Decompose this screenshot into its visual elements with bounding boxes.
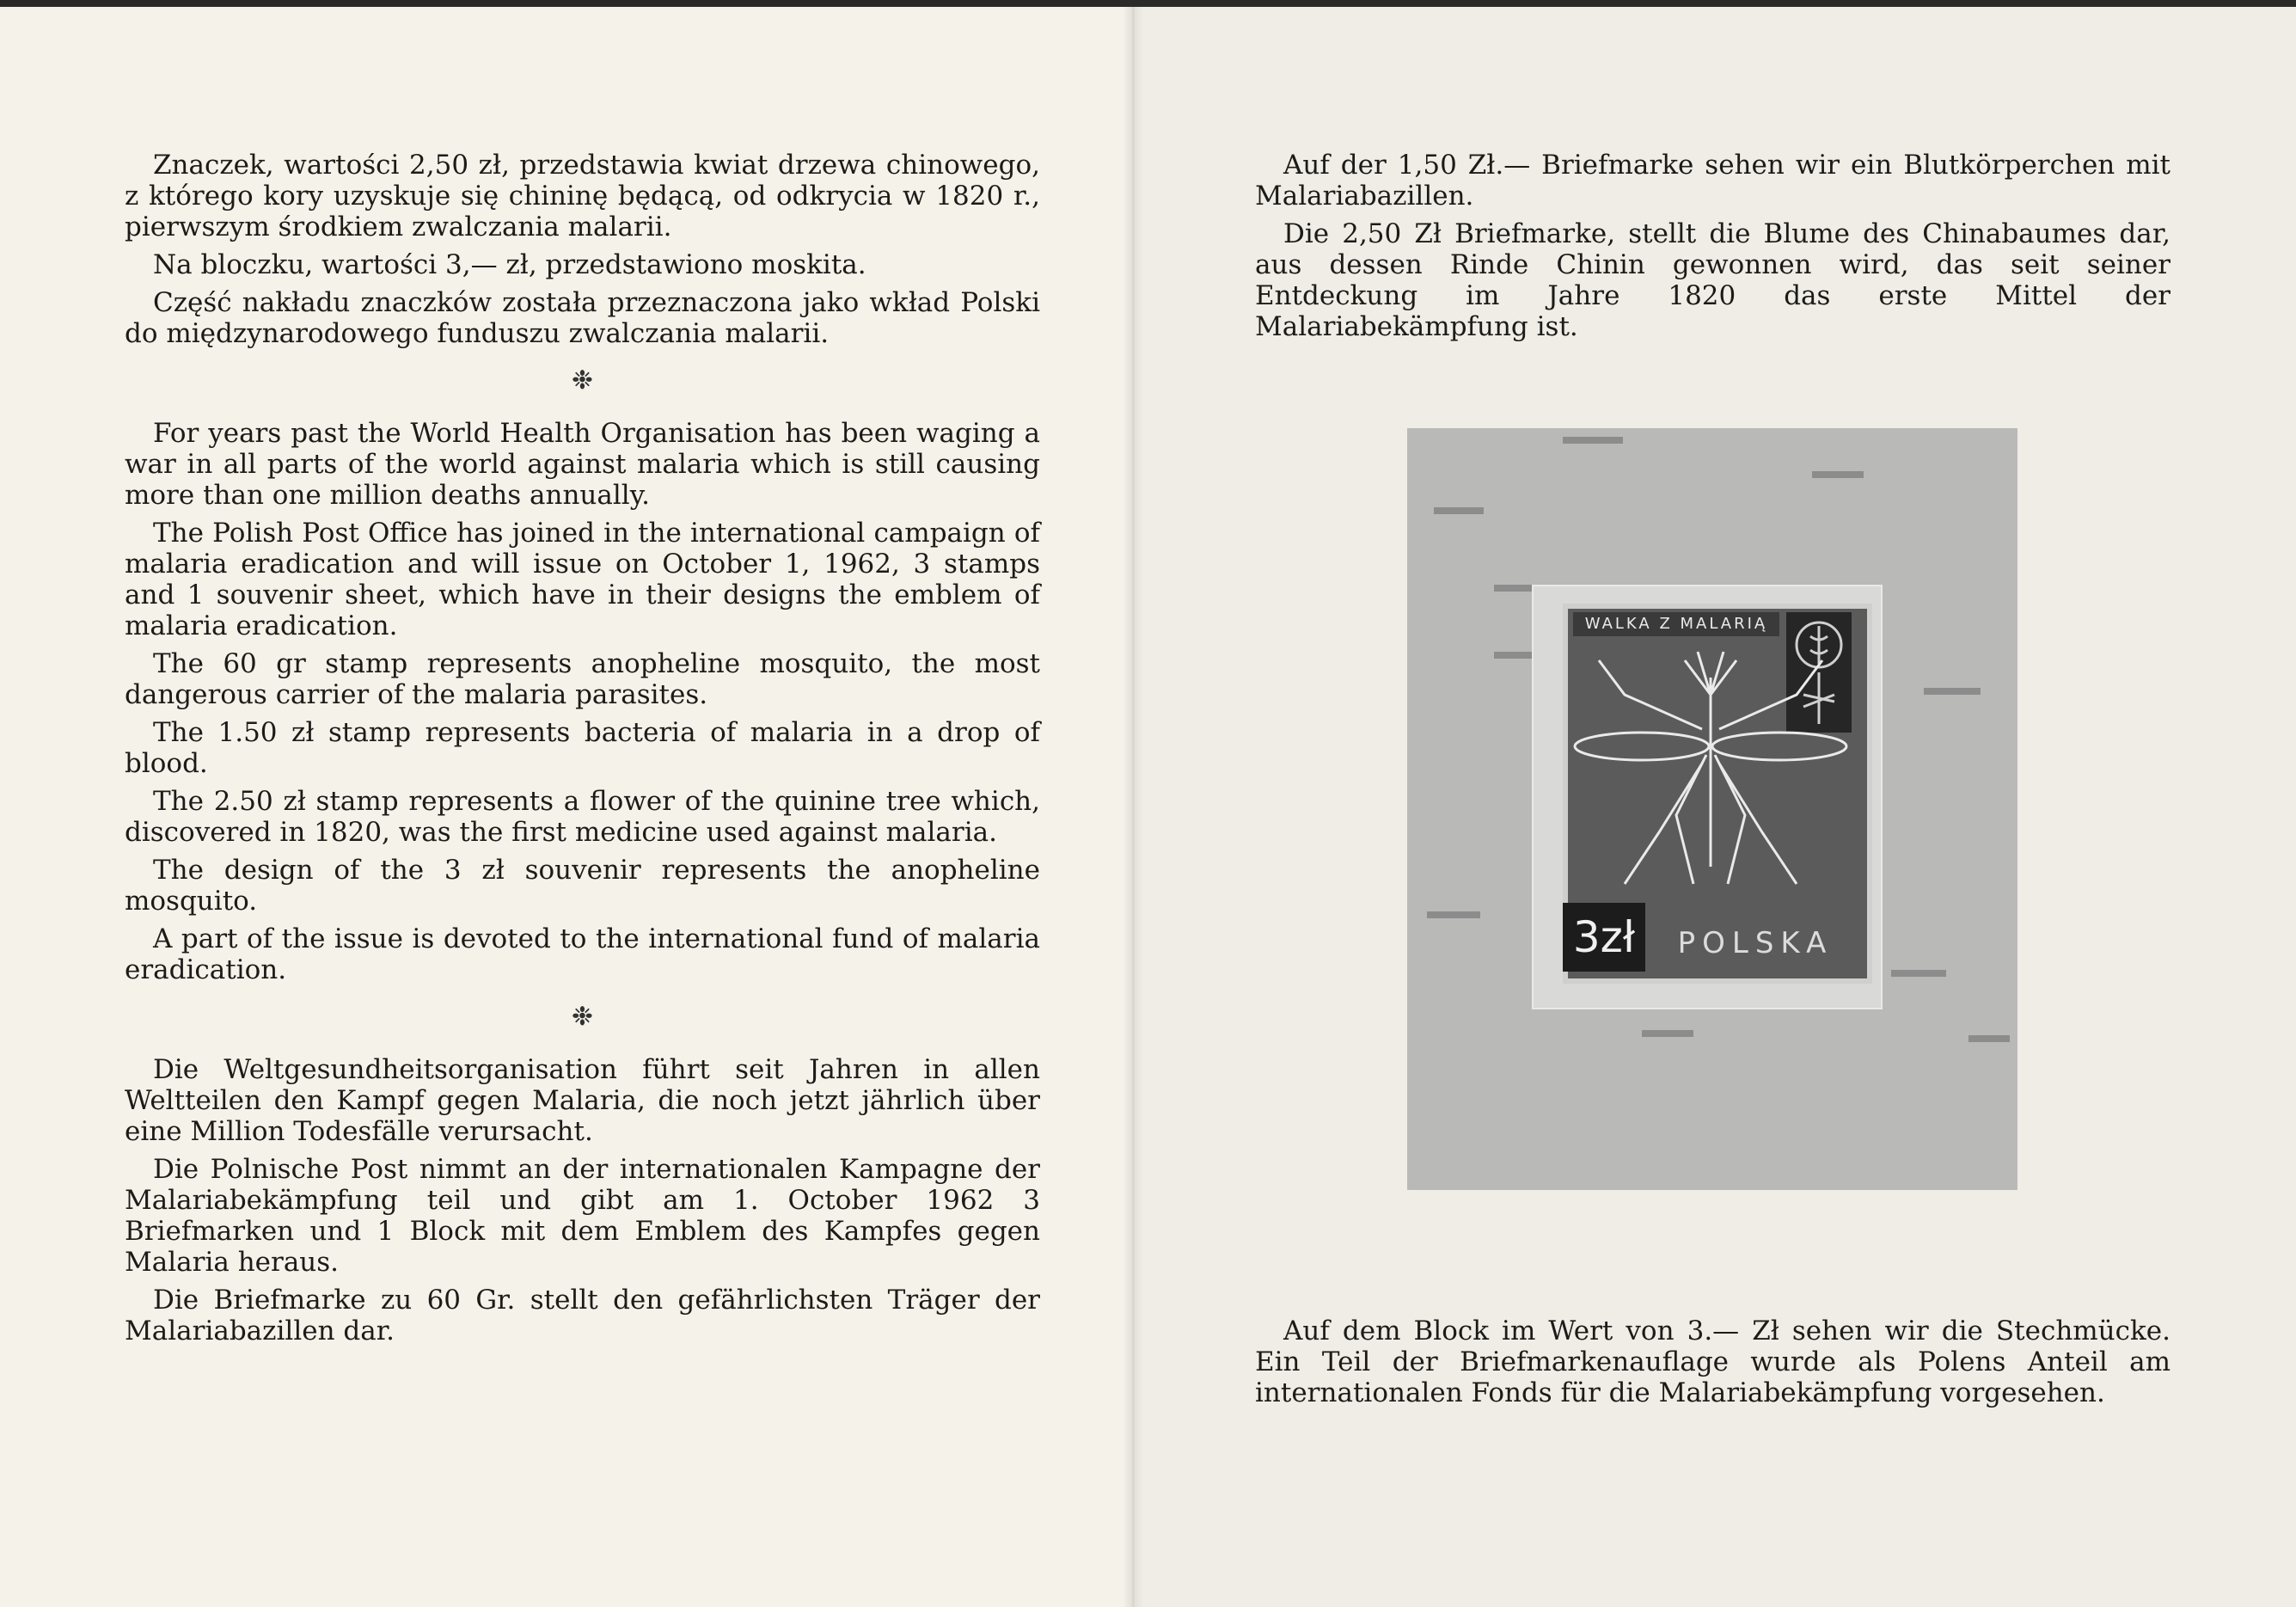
photo-mark: [1924, 688, 1981, 695]
photo-mark: [1891, 970, 1946, 977]
left-text-column: [125, 150, 1040, 1353]
ornament-divider: ❉: [571, 1002, 594, 1032]
photo-mark: [1563, 437, 1623, 444]
center-fold: [1123, 7, 1143, 1607]
english-paragraph: The design of the 3 zł souvenir represents the anopheline mosquito.: [125, 855, 1040, 917]
english-paragraph: The Polish Post Office has joined in the international campaign of malaria eradication and will issue on October 1, 1962, 3 stamps and 1 souvenir sheet, which have in their designs the emblem of malaria eradication.: [125, 518, 1040, 641]
german-paragraph: Die Polnische Post nimmt an der internationalen Kampagne der Malariabekämpfung teil und gibt am 1. October 1962 3 Briefmarken und 1 Block mit dem Emblem des Kampfes gegen Malaria heraus.: [125, 1154, 1040, 1278]
photo-mark: [1642, 1030, 1693, 1037]
stamp-value: 3zł: [1563, 903, 1645, 972]
stamp-title: WALKA Z MALARIĄ: [1573, 612, 1779, 636]
german-section: [125, 1054, 1040, 1346]
stamp-country: POLSKA: [1677, 926, 1834, 960]
mosquito-icon: [1573, 643, 1848, 901]
photo-mark: [1968, 1035, 2010, 1042]
german-paragraph: Auf der 1,50 Zł.— Briefmarke sehen wir ein Blutkörperchen mit Malariabazillen.: [1255, 150, 2170, 212]
ornament-divider: ❉: [571, 365, 594, 396]
photo-mark: [1812, 471, 1864, 478]
english-paragraph: For years past the World Health Organisation has been waging a war in all parts of the world against malaria which is still causing more than one million deaths annually.: [125, 418, 1040, 511]
right-top-text: [1255, 150, 2170, 349]
photo-mark: [1427, 911, 1480, 918]
photo-mark: [1434, 507, 1484, 514]
english-paragraph: A part of the issue is devoted to the international fund of malaria eradication.: [125, 923, 1040, 985]
english-paragraph: The 2.50 zł stamp represents a flower of the quinine tree which, discovered in 1820, was the first medicine used against malaria.: [125, 786, 1040, 848]
polish-section: [125, 150, 1040, 349]
right-bottom-text: [1255, 1316, 2170, 1415]
german-paragraph: Die 2,50 Zł Briefmarke, stellt die Blume des Chinabaumes dar, aus dessen Rinde Chinin gewonnen wird, das seit seiner Entdeckung im Jahre 1820 das erste Mittel der Malariabekämpfung ist.: [1255, 218, 2170, 342]
english-paragraph: The 60 gr stamp represents anopheline mosquito, the most dangerous carrier of the malaria parasites.: [125, 648, 1040, 710]
polish-paragraph: Na bloczku, wartości 3,— zł, przedstawiono moskita.: [153, 249, 866, 280]
polish-paragraph: Część nakładu znaczków została przeznaczona jako wkład Polski do międzynarodowego funduszu zwalczania malarii.: [125, 287, 1040, 349]
polish-paragraph: Znaczek, wartości 2,50 zł, przedstawia kwiat drzewa chinowego, z którego kory uzyskuje się chininę będącą, od odkrycia w 1820 r., pierwszym środkiem zwalczania malarii.: [125, 150, 1040, 242]
english-section: [125, 418, 1040, 985]
english-paragraph: The 1.50 zł stamp represents bacteria of malaria in a drop of blood.: [125, 717, 1040, 779]
german-paragraph: Auf dem Block im Wert von 3.— Zł sehen wir die Stechmücke. Ein Teil der Briefmarkenauflage wurde als Polens Anteil am internationalen Fonds für die Malariabekämpfung vorgesehen.: [1255, 1316, 2170, 1408]
german-paragraph: Die Weltgesundheitsorganisation führt seit Jahren in allen Weltteilen den Kampf gegen Malaria, die noch jetzt jährlich über eine Million Todesfälle verursacht.: [125, 1054, 1040, 1147]
german-paragraph: Die Briefmarke zu 60 Gr. stellt den gefährlichsten Träger der Malariabazillen dar.: [125, 1285, 1040, 1346]
